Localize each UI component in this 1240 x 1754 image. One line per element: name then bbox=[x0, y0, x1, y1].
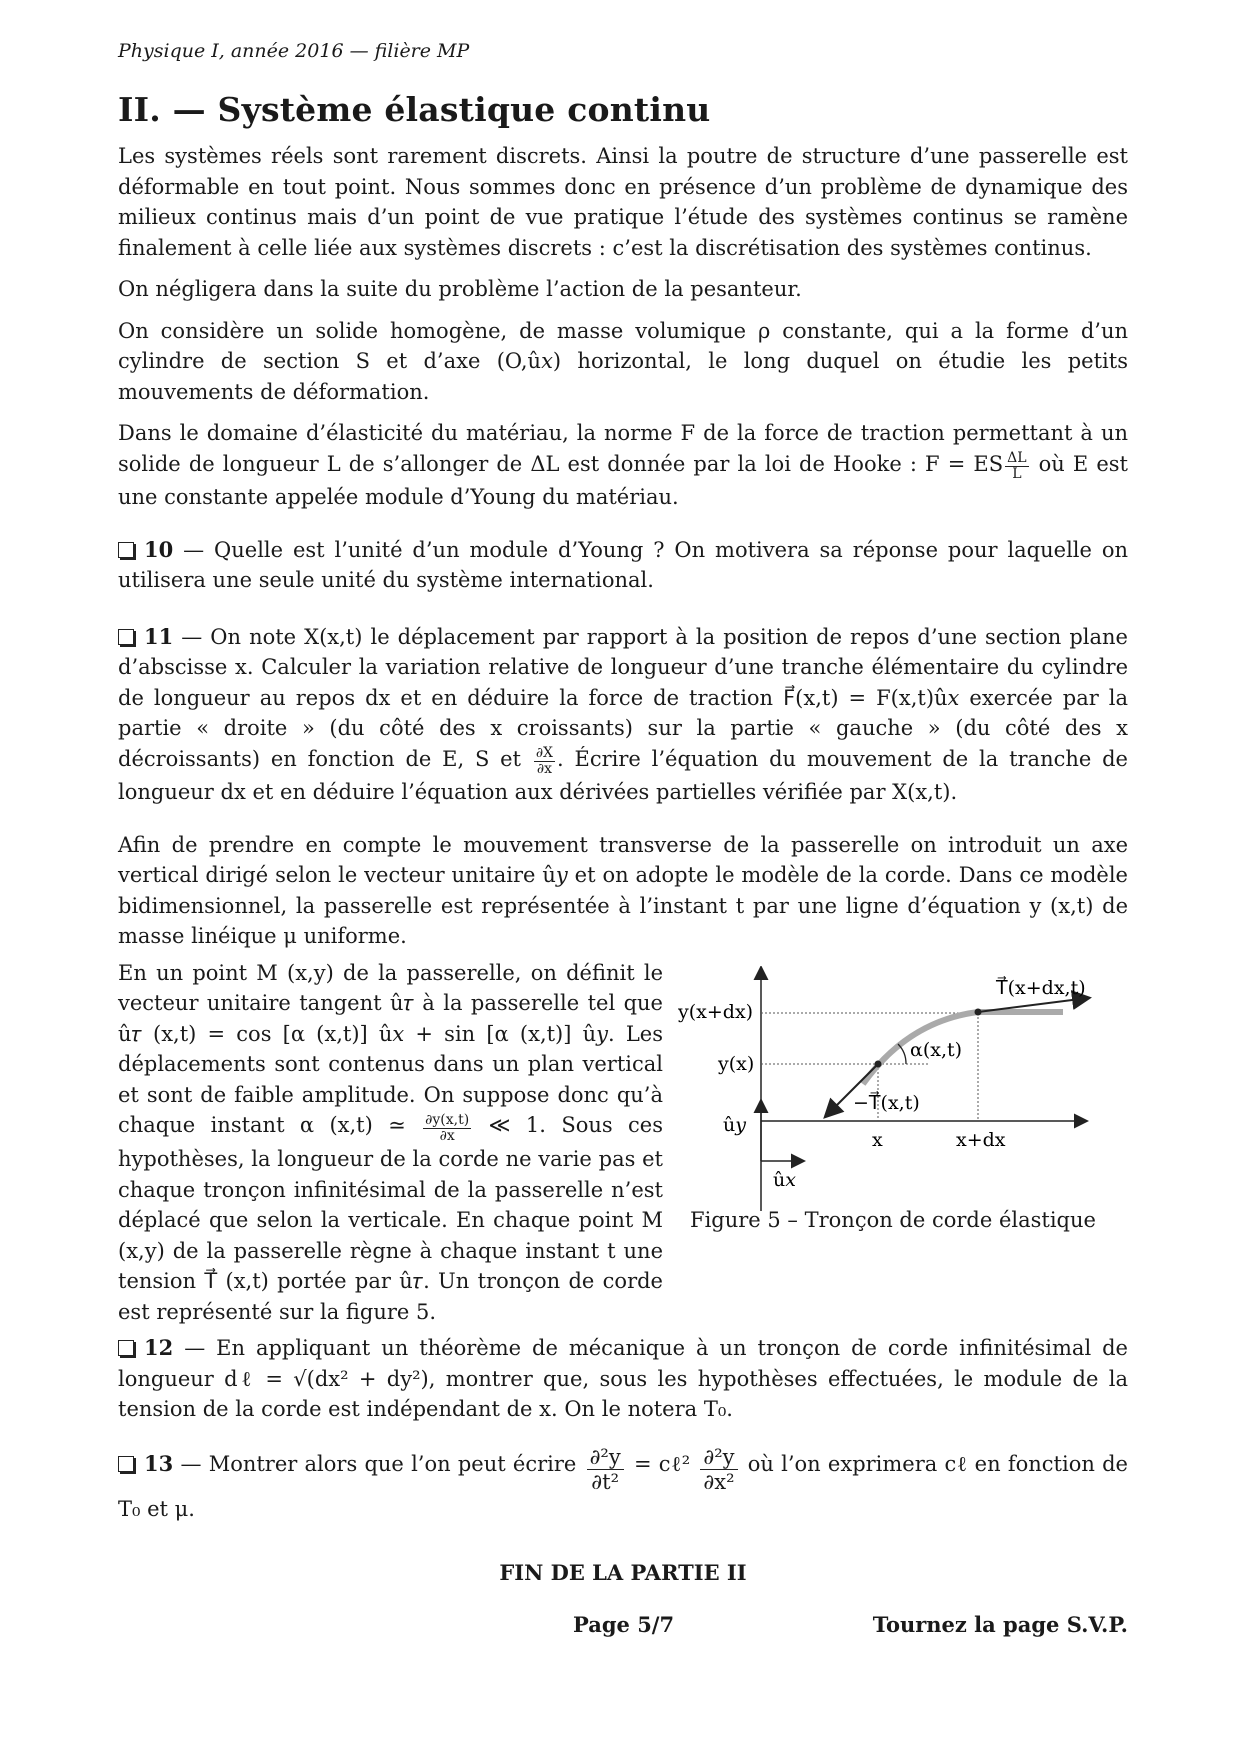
checkbox-icon bbox=[118, 1340, 134, 1356]
d2y-dt2-fraction: $\frac{\text{∂²y}}{\text{∂t²}}$ bbox=[587, 1445, 624, 1494]
hooke-fraction: $\frac{\Delta L}{L}$ bbox=[1007, 450, 1027, 483]
label-uy: û𝑦 bbox=[723, 1113, 746, 1136]
page bbox=[118, 40, 1128, 1585]
dy-dx-fraction: $\frac{\partial y(x,t)}{\partial x}$ bbox=[425, 1112, 470, 1145]
label-T-left: −T⃗(x,t) bbox=[853, 1091, 920, 1114]
figure-caption: Figure 5 – Tronçon de corde élastique bbox=[690, 1207, 1096, 1232]
label-xdx: x+dx bbox=[956, 1128, 1006, 1151]
intro-paragraph-2: On négligera dans la suite du problème l’action de la pesanteur. bbox=[118, 277, 802, 301]
end-of-part: FIN DE LA PARTIE II bbox=[499, 1560, 747, 1586]
rope-curve bbox=[863, 1012, 1063, 1084]
intro-paragraph-1: Les systèmes réels sont rarement discrets. Ainsi la poutre de structure d’une passerelle est déformable en tout point. Nous sommes donc en présence d’un problème de dynamique des milieux continus mais d’un point de vue pratique l’étude des systèmes continus se ramène finalement à celle liée aux systèmes discrets : c’est la discrétisation des systèmes continus. bbox=[118, 144, 1128, 260]
point-x bbox=[875, 1060, 882, 1067]
figure-block bbox=[118, 958, 1128, 1327]
checkbox-icon bbox=[118, 629, 134, 645]
question-12: 12 — En appliquant un théorème de mécanique à un tronçon de corde infinitésimal de longueur dℓ = √(dx² + dy²), montrer que, sous les hypothèses effectuées, le module de la tension de la corde est indépendant de x. On le notera T₀. bbox=[118, 1335, 1128, 1422]
question-11: 11 — On note X(x,t) le déplacement par rapport à la position de repos d’une section plane d’abscisse x. Calculer la variation relative de longueur d’une tranche élémentaire du cylindre de longueur au repos dx et en déduire la force de traction F⃗(x,t) = F(x,t)û𝑥 exercée par la partie « droite » (du côté des x croissants) sur la partie « gauche » (du côté des x décroissants) en fonction de E, S et $\frac{\partial X}{\partial x}$ . Écrire l’équation du mouvement de la tranche de longueur dx et en déduire l’équation aux dérivées partielles vérifiée par X(x,t). bbox=[118, 623, 1128, 805]
running-header: Physique I, année 2016 — filière MP bbox=[118, 40, 470, 62]
hooke-paragraph: Dans le domaine d’élasticité du matériau, la norme F de la force de traction permettant à un solide de longueur L de s’allonger de ΔL est donnée par la loi de Hooke : F = ES $\frac{\Delta L}{L}$ où E est une constante appelée module d’Young du matériau. bbox=[118, 421, 1128, 510]
question-number: 12 bbox=[144, 1335, 174, 1361]
question-number: 10 bbox=[144, 536, 174, 562]
label-T-right: T⃗(x+dx,t) bbox=[996, 976, 1086, 999]
intro-paragraph-3: On considère un solide homogène, de masse volumique ρ constante, qui a la forme d’un cylindre de section S et d’axe (O,û𝑥) horizontal, le long duquel on étudie les petits mouvements de déformation. bbox=[118, 318, 1128, 404]
question-number: 11 bbox=[144, 623, 174, 649]
label-alpha: α(x,t) bbox=[910, 1038, 963, 1061]
label-y-xdx: y(x+dx) bbox=[678, 1000, 754, 1023]
checkbox-icon bbox=[118, 542, 134, 558]
question-10: 10 — Quelle est l’unité d’un module d’Young ? On motivera sa réponse pour laquelle on utilisera une seule unité du système international. bbox=[118, 536, 1128, 593]
transverse-paragraph: Afin de prendre en compte le mouvement transverse de la passerelle on introduit un axe vertical dirigé selon le vecteur unitaire û𝑦 et on adopte le modèle de la corde. Dans ce modèle bidimensionnel, la passerelle est représentée à l’instant t par une ligne d’équation y (x,t) de masse linéique μ uniforme. bbox=[118, 832, 1128, 949]
point-xdx bbox=[975, 1008, 982, 1015]
question-13: 13 — Montrer alors que l’on peut écrire $\frac{\text{∂²y}}{\text{∂t²}}$ = cℓ² $\frac{\text{∂²y}}{\text{∂x²}}$ où l’on exprimera cℓ en fonction de T₀ et μ. bbox=[118, 1444, 1128, 1521]
question-number: 13 bbox=[144, 1450, 174, 1476]
d2y-dx2-fraction: $\frac{\text{∂²y}}{\text{∂x²}}$ bbox=[700, 1445, 737, 1494]
section-title: II. — Système élastique continu bbox=[118, 90, 711, 129]
label-x: x bbox=[872, 1128, 883, 1151]
label-ux: û𝑥 bbox=[773, 1168, 796, 1191]
figure-side-text: En un point M (x,y) de la passerelle, on définit le vecteur unitaire tangent û𝜏 à la passerelle tel que û𝜏 (x,t) = cos [α (x,t)] û𝑥 + sin [α (x,t)] û𝑦. Les déplacements sont contenus dans un plan vertical et sont de faible amplitude. On suppose donc qu’à chaque instant α (x,t) ≃ $\frac{\partial y(x,t)}{\partial x}$ ≪ 1. Sous ces hypothèses, la longueur de la corde ne varie pas et chaque tronçon infinitésimal de la passerelle n’est déplacé que selon la verticale. En chaque point M (x,y) de la passerelle règne à chaque instant t une tension T⃗ (x,t) portée par û𝜏. Un tronçon de corde est représenté sur la figure 5. bbox=[118, 960, 663, 1324]
turn-page-note: Tournez la page S.V.P. bbox=[872, 1612, 1128, 1637]
page-number: Page 5/7 bbox=[573, 1612, 675, 1637]
label-y-x: y(x) bbox=[718, 1052, 755, 1075]
dX-dx-fraction: $\frac{\partial X}{\partial x}$ bbox=[535, 745, 554, 778]
checkbox-icon bbox=[118, 1456, 134, 1472]
